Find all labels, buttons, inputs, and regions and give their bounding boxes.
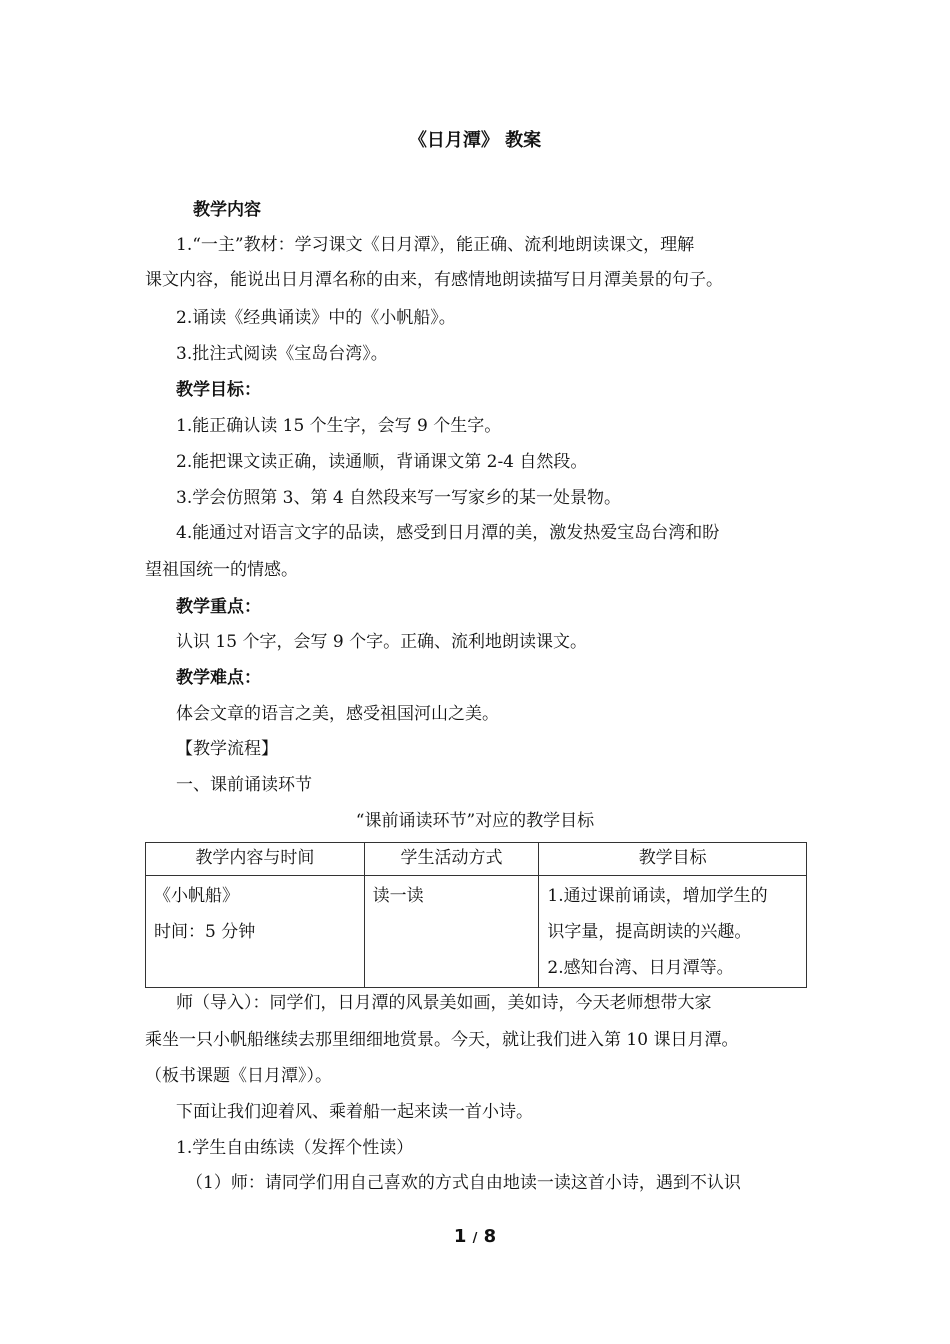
key-points-heading: 教学重点：: [176, 597, 261, 617]
goals-heading: 教学目标：: [176, 380, 261, 400]
content-item-1-line-2: 课文内容，能说出日月潭名称的由来，有感情地朗读描写日月潭美景的句子。: [145, 270, 723, 290]
body-paragraph-1-line-2: 乘坐一只小帆船继续去那里细细地赏景。今天，就让我们进入第 10 课日月潭。: [145, 1030, 739, 1050]
body-paragraph-4: （1）师：请同学们用自己喜欢的方式自由地读一读这首小诗，遇到不认识: [186, 1173, 741, 1193]
goal-item-4-line-1: 4.能通过对语言文字的品读，感受到日月潭的美，激发热爱宝岛台湾和盼: [176, 523, 720, 543]
goal-item-1: 1.能正确认读 15 个生字，会写 9 个生字。: [176, 416, 502, 436]
content-time: 时间：5 分钟: [154, 922, 256, 942]
table-header-row: [146, 843, 807, 876]
body-paragraph-2: 下面让我们迎着风、乘着船一起来读一首小诗。: [176, 1102, 533, 1122]
goal-item-2: 2.能把课文读正确，读通顺，背诵课文第 2-4 自然段。: [176, 452, 588, 472]
content-heading: 教学内容: [193, 200, 261, 220]
body-paragraph-1-line-3: （板书课题《日月潭》）。: [145, 1066, 332, 1086]
difficulty-heading: 教学难点：: [176, 668, 261, 688]
difficulty-text: 体会文章的语言之美，感受祖国河山之美。: [176, 704, 499, 724]
process-heading: 【教学流程】: [176, 739, 278, 759]
content-item-1-line-1: 1.“一主”教材：学习课文《日月潭》，能正确、流利地朗读课文，理解: [176, 235, 695, 255]
goal-line: 识字量，提高朗读的兴趣。: [547, 922, 752, 942]
step-1-heading: 一、课前诵读环节: [176, 775, 312, 795]
content-item-3: 3.批注式阅读《宝岛台湾》。: [176, 344, 388, 364]
goal-item-4-line-2: 望祖国统一的情感。: [145, 560, 298, 580]
objectives-table: [145, 842, 807, 988]
document-title: 《日月潭》 教案: [408, 130, 542, 151]
table-header-cell: 学生活动方式: [364, 843, 539, 876]
activity-text: 读一读: [372, 886, 424, 906]
goal-item-3: 3.学会仿照第 3、第 4 自然段来写一写家乡的某一处景物。: [176, 488, 622, 508]
table-caption: “课前诵读环节”对应的教学目标: [355, 811, 595, 831]
table-cell-activity: [364, 876, 539, 988]
key-points-text: 认识 15 个字，会写 9 个字。正确、流利地朗读课文。: [176, 632, 588, 652]
body-paragraph-3: 1.学生自由练读（发挥个性读）: [176, 1138, 414, 1158]
body-paragraph-1-line-1: 师（导入）：同学们，日月潭的风景美如画，美如诗，今天老师想带大家: [176, 993, 712, 1013]
table-cell-goals: [539, 876, 807, 988]
table-header-cell: 教学目标: [539, 843, 807, 876]
table-row: [146, 876, 807, 988]
content-item-2: 2.诵读《经典诵读》中的《小帆船》。: [176, 308, 456, 328]
page-current: 1: [453, 1226, 467, 1247]
goal-line: 1.通过课前诵读，增加学生的: [547, 886, 768, 906]
page-separator: /: [472, 1231, 478, 1246]
page-total: 8: [483, 1226, 497, 1247]
page-number: [0, 1226, 950, 1247]
goal-line: 2.感知台湾、日月潭等。: [547, 958, 734, 978]
content-name: 《小帆船》: [154, 886, 239, 906]
table-header-cell: 教学内容与时间: [146, 843, 365, 876]
table-cell-content: [146, 876, 365, 988]
